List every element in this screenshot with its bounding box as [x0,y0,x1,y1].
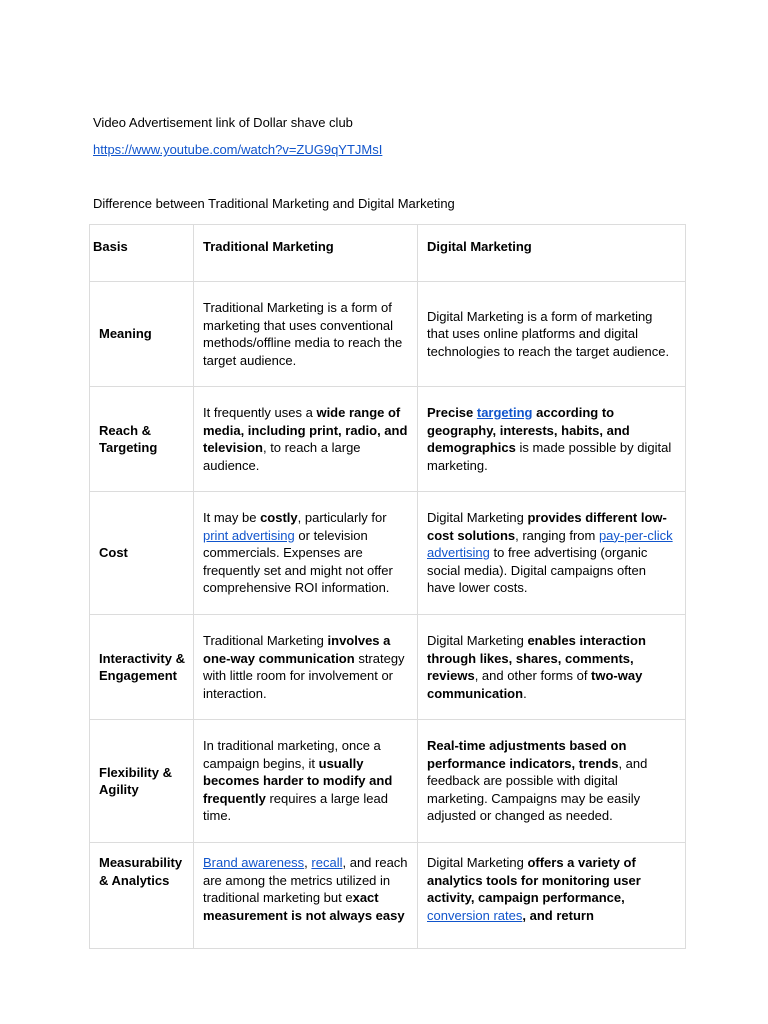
text-run: Precise [427,405,477,420]
cell-traditional [194,720,418,843]
text-run: , [304,855,312,870]
cell-traditional [194,387,418,492]
table-row [90,282,686,387]
table-row [90,720,686,843]
header-traditional: Traditional Marketing [194,225,418,282]
text-run: It may be [203,510,261,526]
inline-link[interactable]: conversion rates [427,907,523,923]
text-run: . [523,685,527,701]
cell-traditional [194,615,418,720]
cell-digital [418,387,686,492]
cell-digital [418,843,686,949]
row-basis: Meaning [90,282,194,387]
inline-link[interactable]: print advertising [203,527,295,543]
text-run: Digital Marketing is a form of marketing that uses online platforms and digital technologies to reach the target audience. [427,308,670,359]
comparison-table [89,224,686,949]
cell-digital [418,282,686,387]
text-run: is made possible by digital marketing. [427,440,672,473]
text-run: or television commercials. Expenses are frequently set and might not offer comprehensive ROI information. [203,527,393,596]
table-heading: Difference between Traditional Marketing and Digital Marketing [93,196,455,211]
text-run: requires a large lead time. [203,790,388,824]
table-row [90,843,686,949]
text-run: costly [260,510,298,526]
text-run: to free advertising (organic social media). Digital campaigns often have lower costs. [427,545,648,596]
row-basis: Flexibility & Agility [90,720,194,843]
text-run: wide range of media, including print, radio, and television [203,405,408,455]
text-run: , to reach a large audience. [203,440,361,473]
text-run: strategy with little room for involvement or interaction. [203,650,405,701]
text-run: Digital Marketing [427,510,528,526]
text-run: usually becomes harder to modify and frequently [203,755,393,806]
row-basis: Measurability & Analytics [90,843,194,949]
row-basis: Reach & Targeting [90,387,194,492]
cell-digital [418,720,686,843]
text-run: Traditional Marketing is a form of marketing that uses conventional methods/offline media to reach the target audience. [203,300,403,368]
table-row [90,387,686,492]
text-run: , and reach are among the metrics utilized in traditional marketing but e [203,855,408,905]
header-basis: Basis [90,225,194,282]
text-run: enables interaction through likes, shares, comments, reviews [427,633,646,683]
text-run: It frequently uses a [203,405,317,420]
text-run: provides different low-cost solutions [427,510,667,543]
row-basis: Interactivity & Engagement [90,615,194,720]
inline-link[interactable]: Brand awareness [203,855,305,870]
text-run: Traditional Marketing [203,633,328,648]
text-run: Digital Marketing [427,855,528,870]
text-run: xact measurement is not always easy [203,890,405,923]
text-run: involves a one-way communication [203,633,391,666]
text-run: offers a variety of analytics tools for monitoring user activity, campaign performance, [427,855,641,905]
cell-traditional [194,282,418,387]
header-digital: Digital Marketing [418,225,686,282]
text-run: , and return [522,907,594,923]
table-header-row [90,225,686,282]
video-link[interactable]: https://www.youtube.com/watch?v=ZUG9qYTJMsI [93,142,383,157]
inline-link[interactable]: pay-per-click advertising [427,527,673,561]
row-basis: Cost [90,492,194,615]
table-row [90,615,686,720]
text-run: two-way communication [427,668,643,701]
inline-link[interactable]: recall [311,855,343,870]
cell-digital [418,615,686,720]
video-heading: Video Advertisement link of Dollar shave club [93,115,353,130]
text-run: according to geography, interests, habits, and demographics [427,405,630,455]
cell-traditional [194,492,418,615]
text-run: Digital Marketing [427,633,528,648]
text-run: , and feedback are possible with digital marketing. Campaigns may be easily adjusted or changed as needed. [427,755,648,824]
table-row [90,492,686,615]
cell-digital [418,492,686,615]
text-run: In traditional marketing, once a campaign begins, it [203,738,381,771]
text-run: , ranging from [515,527,599,543]
text-run: Real-time adjustments based on performance indicators, trends [427,738,627,771]
cell-traditional [194,843,418,949]
text-run: , and other forms of [474,668,592,683]
inline-link[interactable]: targeting [476,405,533,420]
text-run: , particularly for [297,510,387,526]
